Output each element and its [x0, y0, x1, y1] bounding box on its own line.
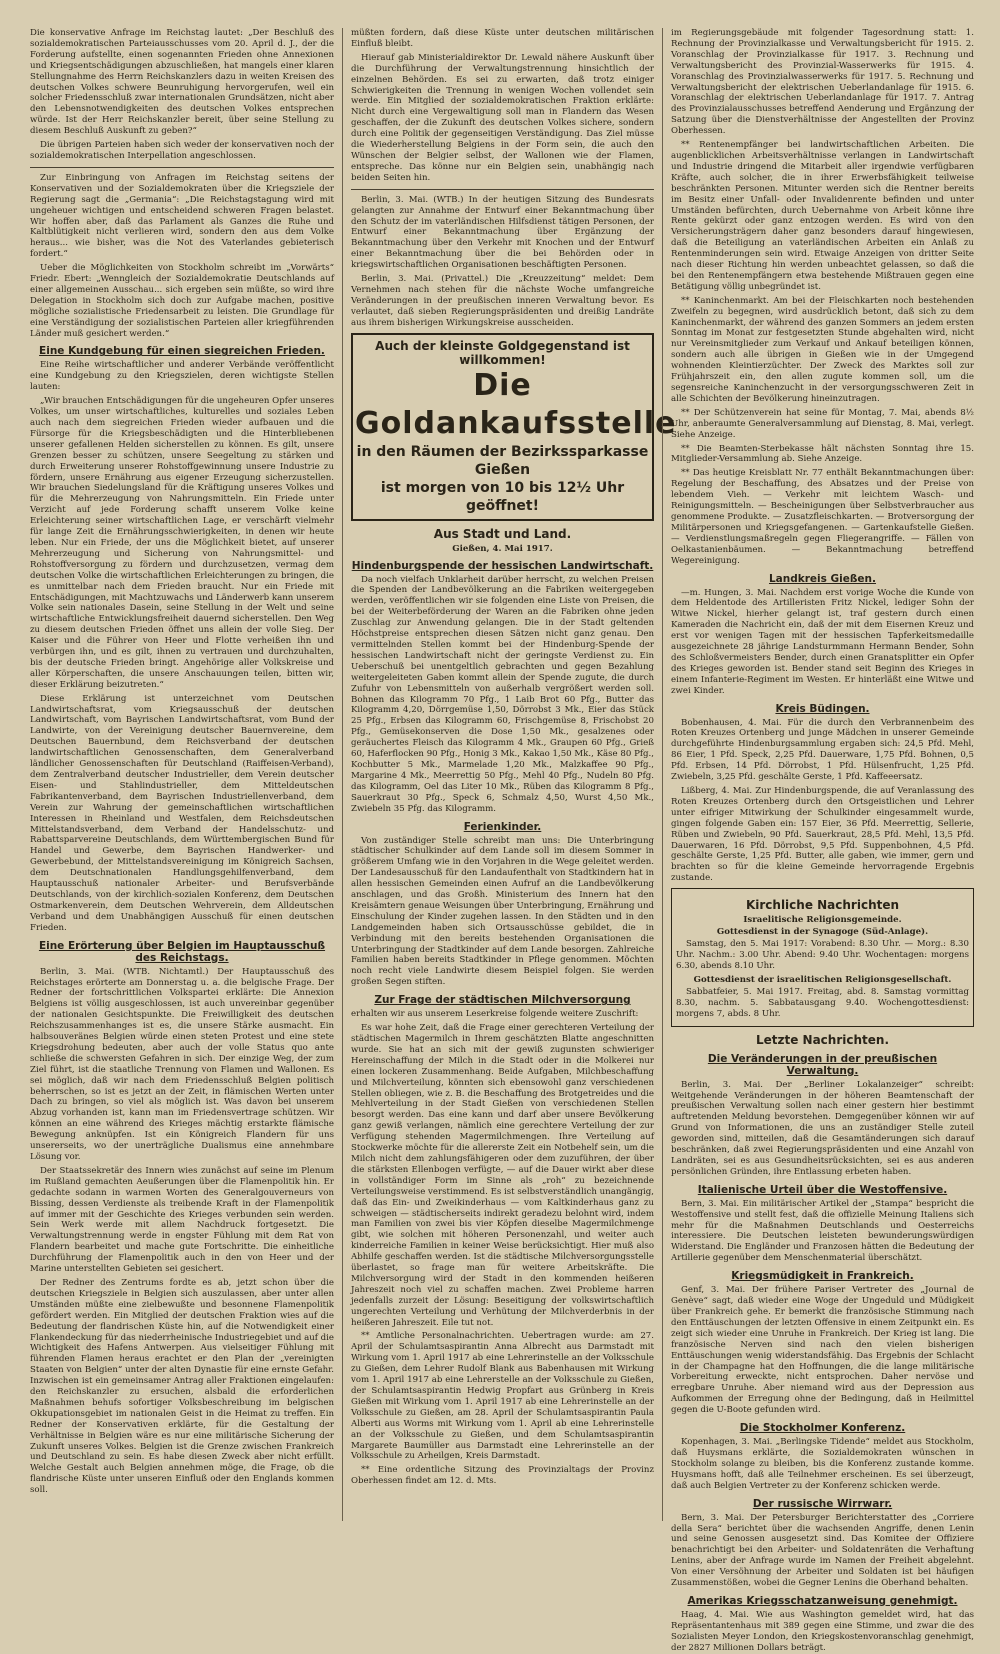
article-text: Haag, 4. Mai. Wie aus Washington gemeldet wird, hat das Repräsentantenhaus mit 389 gegen eine Stimme, und zwar die des Sozialisten Meyer London, den Kriegskostenvoranschlag genehmigt, der 2827 Millionen Dollars beträgt.	[671, 1609, 974, 1653]
headline-belgien: Eine Erörterung über Belgien im Hauptausschuß des Reichstags.	[38, 939, 326, 964]
subheading: Gottesdienst in der Synagoge (Süd-Anlage).	[716, 927, 929, 938]
article-text: Berlin, 3. Mai. (WTB. Nichtamtl.) Der Hauptausschuß des Reichstages erörterte am Donnerstag u. a. die belgische Frage. Der Redner der fortschrittlichen Volkspartei erklärte: Die Annexion Belgiens ist völlig ausgeschlossen, ist auch unvereinbar gegenüber der nationalen Gesichtspunkte. Die Freiwilligkeit des deutschen Reichszusammenhanges ist es, die unsere Stärke ausmacht. Ein halbsouveränes Belgien würde einen steten Protest und eine stete Kriegsdrohung bedeuten, aber auch der volle Status quo ante schließe die schwersten Gefahren in sich. Der einzige Weg, der zum Ziel führt, ist die staatliche Trennung von Flamen und Wallonen. Es sei möglich, daß wir nach dem Friedensschluß Belgien politisch beherrschen, so ist es jetzt an der Zeit, in flämischen Werten unter Dach zu bringen, so viel als möglich ist. Was davon bei unserem Abzug vorhanden ist, kann man im Friedensvertrage schützen. Wir können an eine während des Krieges mächtig erstarkte flämische Bewegung anknüpfen. Ist ein Königreich Flandern für uns unsererseits, wo der unerträgliche Dualismus eine annehmbare Lösung vor.	[30, 966, 334, 1162]
column-left	[22, 28, 342, 1521]
article-text: ** Eine ordentliche Sitzung des Provinzialtags der Provinz Oberhessen findet am 12. d. Mts.	[351, 1465, 654, 1487]
article-text: Hierauf gab Ministerialdirektor Dr. Lewald nähere Auskunft über die Durchführung der Verwaltungstrennung hinsichtlich der einzelnen Behörden. Es sei zu erwarten, daß trotz einiger Schwierigkeiten die Trennung in wenigen Wochen vollendet sein werde. Ein Mitglied der sozialdemokratischen Fraktion erklärte: Nicht durch eine Vergewaltigung soll man in Flandern das Wesen geschaffen, der die Zukunft des deutschen Volkes sichere, sondern durch eine Politik der gegenseitigen Verständigung. Das Ziel müsse die Wiederherstellung Belgiens in der Form sein, die auch den Wünschen der Belgier selbst, der Wallonen wie der Flamen, entspreche. Das könne nur ein Belgien sein, unabhängig nach beiden Seiten hin.	[351, 52, 654, 183]
article-text: Eine Reihe wirtschaftlicher und anderer Verbände veröffentlicht eine Kundgebung zu den Kriegszielen, deren wichtigste Stellen lauten:	[30, 360, 334, 393]
article-conservative-inquiry: Die konservative Anfrage im Reichstag lautet: „Der Beschluß des sozialdemokratischen Parteiausschusses vom 20. April d. J., der die Forderung aufstellte, einen sogenannten Frieden ohne Annexionen und Kriegsentschädigungen abzuschließen, hat mangels einer klaren Stellungnahme des Herrn Reichskanzlers dazu in weiten Kreisen des deutschen Volkes schwere Beunruhigung hervorgerufen, weil ein solcher Friedensschluß zwar internationalen Grundsätzen, nicht aber den Lebensnotwendigkeiten des deutschen Volkes entsprechen würde. Ist der Herr Reichskanzler bereit, über seine Stellung zu diesem Beschluß Auskunft zu geben?“	[30, 28, 334, 137]
article-text: Bern, 3. Mai. Ein militärischer Artikel der „Stampa“ bespricht die Westoffensive und stellt fest, daß die offizielle Meinung Italiens sich mehr für die Maßnahmen Deutschlands und Oesterreichs interessiere. Die Deutschen leisteten bewunderungswürdigen Widerstand. Die Engländer und Franzosen hätten die Bedeutung der Artillerie gegenüber dem Menschenmaterial überschätzt.	[671, 1198, 974, 1264]
article-text: Der Staatssekretär des Innern wies zunächst auf seine im Plenum im Rußland gemachten Aeußerungen über die Flamenpolitik hin. Er gedachte sodann in warmen Worten des Generalgouverneurs von Bissing, dessen Verdienste als treibende Kraft in der Flamenpolitik auf immer mit der Geschichte des Krieges verbunden sein werden. Sein Werk werde mit allem Nachdruck fortgesetzt. Die Verwaltungstrennung werde in engster Fühlung mit dem Rat von Flandern bearbeitet und mache gute Fortschritte. Die einheitliche Durchführung der Flamenpolitik auch in den von Heer und der Marine unterstellten Gebieten sei gesichert.	[30, 1165, 334, 1275]
article-text: im Regierungsgebäude mit folgender Tagesordnung statt: 1. Rechnung der Provinzialkasse und Verwaltungsbericht für 1915. 2. Voranschlag der Provinzialkasse für 1917. 3. Rechnung und Verwaltungsbericht des Provinzial-Wasserwerks für 1915. 4. Voranschlag des Provinzialwasserwerks für 1917. 5. Rechnung und Verwaltungsbericht der elektrischen Ueberlandanlage für 1915. 6. Voranschlag der elektrischen Ueberlandanlage für 1917. 7. Antrag des Provinzialausschusses betreffend Aenderung und Ergänzung der Satzung über die Dienstverhältnisse der Angestellten der Provinz Oberhessen.	[671, 28, 974, 137]
subheading: Israelitische Religionsgemeinde.	[743, 915, 902, 926]
article-text: Genf, 3. Mai. Der frühere Pariser Vertreter des „Journal de Genève“ sagt, daß wieder eine Woge der Ungeduld und Müdigkeit über Frankreich gehe. Er bemerkt die französische Stimmung nach den Enttäuschungen der letzten Offensive in einem Zeitpunkt ein. Es zeigt sich wieder eine Unruhe in Frankreich. Der Krieg ist lang. Die französische Nerven sind nach den vielen bisherigen Enttäuschungen wenig widerstandsfähig. Das Ergebnis der Schlacht in der Champagne hat den Hoffnungen, die die lange militärische Vorbereitung erweckte, nicht entsprochen. Daher nervöse und erregbare Unruhe. Aber niemand wird aus der Depression aus Aufkommen der Erregung ohne der Bedingung, daß in Heilmittel gegen die U-Boote gefunden wird.	[671, 1285, 974, 1416]
headline-hindenburgspende: Hindenburgspende der hessischen Landwirtschaft.	[351, 559, 654, 572]
article-text: ** Das heutige Kreisblatt Nr. 77 enthält Bekanntmachungen über: Regelung der Beschaffung, des Absatzes und der Preise von lebendem Vieh. — Verkehr mit leichtem Wasch- und Reinigungsmitteln. — Bescheinigungen über Selbstverbraucher aus genommene Produkte. — Zusatzfleischkarten. — Brotversorgung der Militärpersonen und Kriegsgefangenen. — Gartenkaufstelle Gießen. — Verdienstlungsmaßregeln gegen Fliegerangriffe. — Fällen von Oelkastanienbäumen. — Bekanntmachung betreffend Wegereinigung.	[671, 468, 974, 566]
section-title-stadt-und-land: Aus Stadt und Land.	[433, 526, 572, 541]
article-text: Da noch vielfach Unklarheit darüber herrscht, zu welchen Preisen die Spenden der Landbevölkerung an die Fabriken weitergegeben werden, veröffentlichen wir sie folgenden eine Liste von Preisen, die bei der Weiterbeförderung der Waren an die Fabriken ohne jeden Zuschlag zur Anwendung gelangen. Die in der Stadt geltenden Höchstpreise entsprechen diesen Sätzen nicht ganz genau. Den vermittelnden Stellen kommt bei der Hindenburg-Spende der hessischen Landwirtschaft nicht der geringste Verdienst zu. Ein Ueberschuß bei unentgeltlich gebrachten und gegen Bezahlung weitergeleiteten Gaben kommt allein der Spende zugute, die durch Zufuhr von Lebensmitteln von außerhalb vergrößert werden soll. Bohnen das Kilogramm 70 Pfg., 1 Laib Brot 60 Pfg., Butter das Kilogramm 4,20, Dörrgemüse 1,50, Dörrobst 3 Mk., Eier das Stück 25 Pfg., Erbsen das Kilogramm 60, Frischgemüse 8, Frischobst 20 Pfg., Gemüsekonserven die Dose 1,50 Mk., gesalzenes oder geräuchertes Fleisch das Kilogramm 4 Mk., Graupen 60 Pfg., Grieß 60, Haferflocken 90 Pfg., Honig 3 Mk., Kakao 1,50 Mk., Käse 80 Pfg., Kochbutter 5 Mk., Marmelade 1,20 Mk., Malzkaffee 90 Pfg., Margarine 4 Mk., Meerrettig 50 Pfg., Mehl 40 Pfg., Nudeln 80 Pfg. das Kilogramm, Oel das Liter 10 Mk., Rüben das Kilogramm 8 Pfg., Sauerkraut 30 Pfg., Speck 6, Schmalz 4,50, Wurst 4,50 Mk., Zwiebeln 35 Pfg. das Kilogramm.	[351, 574, 654, 814]
article-text: Sabbatfeier, 5. Mai 1917. Freitag, abd. 8. Samstag vormittag 8.30, nachm. 5. Sabbatausgang 9.40. Wochengottesdienst: morgens 7, abds. 8 Uhr.	[676, 986, 969, 1019]
article-text: Ueber die Möglichkeiten von Stockholm schreibt im „Vorwärts“ Friedr. Ebert: „Wenngleich der Sozialdemokratie Deutschlands auf einer allgemeinen Ausschau... sich ergeben sein müßte, so wird ihre Delegation in Stockholm sich doch zur Aufgabe machen, positive mögliche sozialistische Friedensarbeit zu leisten. Die Grundlage für eine Verständigung der sozialistischen Parteien aller kriegführenden Länder muß gesichert werden.“	[30, 263, 334, 339]
section-title-letzte-nachrichten: Letzte Nachrichten.	[755, 1032, 890, 1047]
headline: Der russische Wirrwarr.	[752, 1497, 893, 1510]
column-middle	[342, 28, 677, 1521]
article-text: Diese Erklärung ist unterzeichnet vom Deutschen Landwirtschaftsrat, vom Kriegsausschuß der deutschen Landwirtschaft, vom Bayrischen Landwirtschaftsrat, vom Bund der Landwirte, von der Vereinigung deutscher Bauernvereine, dem Deutschen Bauernbund, dem Reichsverband der deutschen landwirtschaftlichen Genossenschaften, dem Generalverband ländlicher Genossenschaften für Deutschland (Raiffeisen-Verband), dem Zentralverband deutscher Industrieller, dem Verein deutscher Eisen- und Stahlindustrieller, dem Mitteldeutschen Fabrikantenverband, dem Bayrischen Industriellenverband, dem Verein zur Wahrung der gemeinschaftlichen wirtschaftlichen Interessen in Rheinland und Westfalen, dem Reichsdeutschen Mittelstandsverband, dem Verband der Handelsschutz- und Rabattsparvereine Deutschlands, dem Württembergischen Bund für Handel und Gewerbe, dem Bayrischen Handwerker- und Gewerbebund, der Mittelstandsvereinigung im Königreich Sachsen, dem Deutschnationalen Handlungsgehilfenverband, dem Hauptausschuß nationaler Arbeiter- und Berufsverbände Deutschlands, von der kirchlich-sozialen Konferenz, dem Deutschen Ostmarkenverein, dem Deutschen Wehrverein, dem Alldeutschen Verband und dem Unabhängigen Ausschuß für einen deutschen Frieden.	[30, 693, 334, 933]
article-text: —m. Hungen, 3. Mai. Nachdem erst vorige Woche die Kunde von dem Heldentode des Artilleristen Fritz Nickel, lediger Sohn der Witwe Nickel, hierher gelangt ist, traf gestern durch einen Kameraden die Nachricht ein, daß der mit dem Eisernen Kreuz und erst vor wenigen Tagen mit der hessischen Tapferkeitsmedaille ausgezeichnete 28 jährige Landsturmmann Hermann Bender, Sohn des Schloßvermeisters Bender, durch einen Granatsplitter ein Opfer des Krieges geworden ist. Bender stand seit Beginn des Krieges in einem Infanterie-Regiment im Westen. Er hinterläßt eine Witwe und zwei Kinder.	[671, 587, 974, 696]
headline: Italienische Urteil über die Westoffensive.	[697, 1183, 948, 1196]
ad-hours: ist morgen von 10 bis 12½ Uhr geöffnet!	[380, 479, 625, 514]
article-text: müßten fordern, daß diese Küste unter deutschen militärischen Einfluß bleibt.	[351, 28, 654, 49]
divider	[30, 167, 334, 168]
church-news-box	[671, 888, 974, 1026]
article-text: ** Die Beamten-Sterbekasse hält nächsten Sonntag ihre 15. Mitglieder-Versammlung ab. Siehe Anzeige.	[671, 443, 974, 465]
article-text: ** Der Schützenverein hat seine für Montag, 7. Mai, abends 8½ Uhr, anberaumte Generalversammlung auf Dienstag, 8. Mai, verlegt. Siehe Anzeige.	[671, 407, 974, 440]
headline-kirchliche-nachrichten: Kirchliche Nachrichten	[745, 898, 900, 913]
article-text: erhalten wir aus unserem Leserkreise folgende weitere Zuschrift:	[351, 1009, 639, 1020]
headline-landkreis-giessen: Landkreis Gießen.	[768, 572, 877, 585]
article-text: „Wir brauchen Entschädigungen für die ungeheuren Opfer unseres Volkes, um unser wirtschaftliches, kulturelles und soziales Leben auch nach dem siegreichen Frieden wieder aufbauen und die Fürsorge für die Kriegsbeschädigten und die Hinterbliebenen unserer gefallenen Helden sicherstellen zu können. Es gilt, unsere Grenzen besser zu schützen, unsere Seegeltung zu stärken und durch Erweiterung unserer Rohstoffgewinnung unsere Industrie zu fördern, unsere Ernährung aus eigener Erzeugung sicherzustellen. Wir brauchen Siedelungsland für die Kräftigung unseres Volkes und für die Mehrerzeugung von Nahrungsmitteln. Ein Friede unter Verzicht auf jede Forderung schafft unserem Volke keine Erleichterung seiner wirtschaftlichen Lage, er verschärft vielmehr für lange Zeit die Ernährungsschwierigkeiten, in denen wir heute leben. Nur ein Friede, der uns die Möglichkeit bietet, auf unserer Mehrerzeugung und Sicherung von Nahrungsmittel- und Rohstoffversorgung zu fördern und durchzusetzen, vermag dem deutschen Volke die wirtschaftlichen Erleichterungen zu bringen, die es unmittelbar nach dem Frieden braucht. Nur ein Friede mit Entschädigungen, mit Machtzuwachs und Länderwerb kann unserem Volke sein nationales Dasein, seine Stellung in der Welt und seine wirtschaftliche Entwicklungsfreiheit dauernd sicherstellen. Den Weg zu diesem deutschen Frieden öffnet uns allein der volle Sieg. Der Kaiser und die Führer von Heer und Flotte verheißen ihn und verbürgen ihn, und es gilt, ihnen zu vertrauen und durchzuhalten, bis der deutsche Frieden bringt. Angehörige aller Volkskreise und aller Körperschaften, die unsere Anschauungen teilen, bitten wir, dieser Erklärung beizutreten.“	[30, 396, 334, 690]
divider	[351, 189, 654, 190]
article-text: ** Rentenempfänger bei landwirtschaftlichen Arbeiten. Die augenblicklichen Arbeitsverhältnisse verlangen in Landwirtschaft und Industrie dringend die Mitarbeit aller irgendwie verfügbaren Kräfte, auch solcher, die in ihrer Erwerbsfähigkeit teilweise beschränkten Personen. Mitunter werden sich die Rentner bereits im Besitz einer Unfall- oder Invalidenrente befinden und unter Umständen befürchten, durch Uebernahme von Arbeit könne ihre Rente gekürzt oder ganz entzogen werden. Es wird von den Versicherungsträgern daher ganz besonders darauf hingewiesen, daß die Beteiligung an vaterländischen Arbeiten ein Anlaß zu Rentenminderungen sein wird. Etwaige Anzeigen von dritter Seite nach dieser Richtung hin werden unbeachtet gelassen, so daß die bei den Rentenempfängern etwa bestehende Mißtrauen gegen eine Betätigung völlig unbegründet ist.	[671, 140, 974, 292]
article-text: Bobenhausen, 4. Mai. Für die durch den Verbrannenbeim des Roten Kreuzes Ortenberg und junge Mädchen in unserer Gemeinde durchgeführte Hindenburgsammlung ergaben sich: 24,5 Pfd. Mehl, 86 Eier, 1 Pfd. Speck, 2,25 Pfd. Dauerware, 1,75 Pfd. Bohnen, 0,5 Pfd. Erbsen, 14 Pfd. Dörrobst, 1 Pfd. Hülsenfrucht, 1,25 Pfd. Zwiebeln, 3,25 Pfd. geschälte Gerste, 1 Pfd. Kaffeeersatz.	[671, 717, 974, 783]
dateline: Gießen, 4. Mai 1917.	[452, 543, 553, 554]
headline-milchversorgung: Zur Frage der städtischen Milchversorgung	[374, 994, 631, 1007]
headline-ferienkinder: Ferienkinder.	[463, 820, 542, 833]
headline-kundgebung: Eine Kundgebung für einen siegreichen Frieden.	[39, 345, 325, 358]
subheading: Gottesdienst der israelitischen Religionsgesellschaft.	[693, 974, 952, 985]
article-text: Von zuständiger Stelle schreibt man uns: Die Unterbringung städtischer Schulkinder auf dem Lande soll im diesem Sommer in größerem Umfang wie in den Vorjahren in die Wege geleitet werden. Der Landesausschuß für den Landaufenthalt von Stadtkindern hat in allen hessischen Gemeinden einen Aufruf an die Landbevölkerung anschlagen, und das Großh. Ministerium des Innern hat den Kreisämtern genaue Weisungen über Unterbringung, Ernährung und Einschulung der Kinder zugehen lassen. In den Städten und in den Landgemeinden haben sich Ortsausschüsse gebildet, die in Verbindung mit den bereits bestehenden Organisationen die Unterbringung der Stadtkinder auf dem Lande besorgen. Zahlreiche Familien haben bereits Stadtkinder in Pflege genommen. Möchten noch recht viele Landwirte diesem Beispiel folgen. Sie werden großen Segen stiften.	[351, 835, 654, 988]
article-text: Berlin, 3. Mai. (Privattel.) Die „Kreuzzeitung“ meldet: Dem Vernehmen nach stehen für die nächste Woche umfangreiche Veränderungen in der preußischen inneren Verwaltung bevor. Es verlautet, daß sieben Regierungspräsidenten und dreißig Landräte aus ihrem bisherigen Wirkungskreise ausscheiden.	[351, 274, 654, 328]
article-text: Zur Einbringung von Anfragen im Reichstag seitens der Konservativen und der Sozialdemokraten über die Kriegsziele der Regierung sagt die „Germania“: „Die Reichstagstagung wird mit ungeheuer wichtigen und entscheidend schweren Fragen belastet. Wir hoffen aber, daß das Parlament als Ganzes die Ruhe und Kaltblütigkeit nicht verlieren wird, sondern den aus dem Volke heraus... wie bisher, was die Not des Vaterlandes gebieterisch fordert.“	[30, 172, 334, 260]
ad-tagline: Auch der kleinste Goldgegenstand ist willkommen!	[375, 338, 630, 367]
article-text: Die übrigen Parteien haben sich weder der konservativen noch der sozialdemokratischen Interpellation angeschlossen.	[30, 140, 334, 161]
article-text: ** Amtliche Personalnachrichten. Uebertragen wurde: am 27. April der Schulamtsaspirantin Anna Albrecht aus Darmstadt mit Wirkung vom 1. April 1917 ab eine Lehrerinstelle an der Volksschule zu Gießen, dem Lehrer Rudolf Blank aus Babenhausen mit Wirkung vom 1. April 1917 ab eine Lehrerstelle an der Volksschule zu Gießen, der Schulamtsaspirantin Hedwig Propfart aus Grünberg in Kreis Gießen mit Wirkung vom 1. April 1917 ab eine Lehrerinstelle an der Volksschule zu Gießen, am 28. April der Schulamtsaspirantin Paula Alberti aus Worms mit Wirkung vom 1. April ab eine Lehrerinstelle an der Volksschule zu Gießen, und dem Schulamtsaspirantin Margarete Baumüller aus Darmstadt eine Lehrerinstelle an der Volksschule zu Arheilgen, Kreis Darmstadt.	[351, 1331, 654, 1462]
ad-title: Die Goldankaufsstelle	[355, 367, 677, 441]
column-right	[662, 28, 982, 1653]
article-text: Lißberg, 4. Mai. Zur Hindenburgspende, die auf Veranlassung des Roten Kreuzes Ortenberg durch den Ortsgeistlichen und Lehrer unter eifriger Mitwirkung der Schulkinder eingesammelt wurde, gingen folgende Gaben ein: 157 Eier, 36 Pfd. Meerrettig, Sellerie, Rüben und Zwiebeln, 90 Pfd. Sauerkraut, 28,5 Pfd. Mehl, 13,5 Pfd. Dauerwaren, 16 Pfd. Dörrobst, 9,5 Pfd. Suppenbohnen, 4,5 Pfd. geschälte Gerste, 1,25 Pfd. Butter, alle gaben, wie immer, gern und brachten so für die kleine Gemeinde hervorragende Ergebnis zustande.	[671, 786, 974, 884]
article-text: Bern, 3. Mai. Der Petersburger Berichterstatter des „Corriere della Sera“ berichtet über die wachsenden Angriffe, denen Lenin und seine Genossen ausgesetzt sind. Das Komitee der Offiziere benachrichtigt bei den Arbeiter- und Soldatenräten die Verhaftung Lenins, aber der Anfrage wurde im Namen der Freiheit abgelehnt. Von einer Versöhnung der Arbeiter und Soldaten ist bei häufigen Zusammenstößen, wobei die Gegner Lenins die Oberhand behalten.	[671, 1512, 974, 1589]
headline: Die Stockholmer Konferenz.	[739, 1422, 906, 1435]
article-text: Es war hohe Zeit, daß die Frage einer gerechteren Verteilung der städtischen Magermilch in Ihrem geschätzten Blatte angeschnitten wurde. Sie hat an sich mit der gewiß zugunsten schwieriger Hereinschaffung der Milch in die Stadt oder in die Molkerei nur einen lockeren Zusammenhang. Beide Aufgaben, Milchbeschaffung und Milchverteilung, könnten sich ebensowohl ganz verschiedenen Stellen obliegen, wie z. B. die Beschaffung des Brotgetreides und die Mehlverteilung in der Stadt Gießen von verschiedenen Stellen besorgt werden. Das eine kann und darf aber unsere Bevölkerung ganz gewiß verlangen, nämlich eine gerechtere Verteilung der zur Verfügung stehenden Magermilchmengen. Ihre Verteilung auf Stockwerke möchte für die allererste Zeit ein Notbehelf sein, um die Milch nicht dem zahlungsfähigeren oder dem zuzuführen, der über die stärksten Ellenbogen verfügte, — auf die Dauer wirkt aber diese in vollständiger Form im Sinne als „roh“ zu bezeichnende Verteilungsweise verstimmend. Es ist selbstverständlich unangängig, daß das Ein- und Zweikinderhaus — vom Kaltkinderhaus ganz zu schweigen — städtischerseits indirekt geradezu belohnt wird, indem man Familien von zwei bis vier Köpfen dieselbe Magermilchmenge gibt, wie solchen mit höheren Personenzahl, und weiter auch kinderreiche Familien in keiner Weise berücksichtigt. Hier muß also Abhilfe geschaffen werden. Ist die städtische Milchversorgungsstelle überlastet, so frage man für weitere Arbeitskräfte. Die Milchversorgung wird der Stadt in den kommenden heißeren Jahreszeit noch viel zu schaffen machen. Zwei Probleme harren jedenfalls zurzeit der Lösung: Beseitigung der volkswirtschaftlich ungerechten Verteilung und Verhütung der Milchverderbnis in der heißeren Jahreszeit. Eile tut not.	[351, 1023, 654, 1328]
headline: Die Veränderungen in der preußischen Verwaltung.	[707, 1052, 938, 1077]
article-text: Kopenhagen, 3. Mai. „Berlingske Tidende“ meldet aus Stockholm, daß Huysmans erklärte, die Sozialdemokraten wünschen in Stockholm solange zu bleiben, bis die Konferenz zustande komme. Huysmans hofft, daß alle Teilnehmer erscheinen. Es sei überzeugt, daß auch Belgien Vertreter zu der Konferenz schicken werde.	[671, 1437, 974, 1491]
headline-kreis-buedingen: Kreis Büdingen.	[775, 702, 870, 715]
article-text: Berlin, 3. Mai. (WTB.) In der heutigen Sitzung des Bundesrats gelangten zur Annahme der Entwurf einer Bekanntmachung über den Schutz der im vaterländischen Hilfsdienst tätigen Personen, der Entwurf einer Bekanntmachung über Ergänzung der Bekanntmachung über den Verkehr mit Knochen und der Entwurf einer Bekanntmachung über die bei Behörden oder in kriegswirtschaftlichen Organisationen beschäftigten Personen.	[351, 194, 654, 271]
article-text: Samstag, den 5. Mai 1917: Vorabend: 8.30 Uhr. — Morg.: 8.30 Uhr. Nachm.: 3.00 Uhr. Abend: 9.40 Uhr. Wochentagen: morgens 6.30, abends 8.10 Uhr.	[676, 939, 969, 971]
article-text: Der Redner des Zentrums fordte es ab, jetzt schon über die deutschen Kriegsziele in Belgien sich auszulassen, aber unter allen Umständen müßte eine zielbewußte und besonnene Flamenpolitik gefördert werden. Ein Mitglied der deutschen Fraktion wies auf die Bedeutung der flandrischen Küste hin, auf die Notwendigkeit einer Flankendeckung für das niederrheinische Industriegebiet und auf die Wichtigkeit des Hafens Antwerpen. Aus vielseitiger Fühlung mit führenden Flamen heraus erachtet er den Plan der „vereinigten Staaten von Belgien“ unter der alten Dynastie für eine ernste Gefahr. Inzwischen ist ein gemeinsamer Antrag aller Fraktionen eingelaufen: den Reichskanzler zu ersuchen, alsbald die erforderlichen Maßnahmen behufs sofortiger Volksbeschreibung im belgischen Okkupationsgebiet im nationalen Geist in die Heimat zu treffen. Ein Redner der Konservativen erklärte, für die Gestaltung der Verhältnisse in Belgien wäre es nur eine militärische Sicherung der Zukunft unseres Volkes. Belgien ist die Grenze zwischen Frankreich und Deutschland zu sein. Es habe diesen Zweck aber nicht erfüllt. Welche Gestalt auch Belgien annehmen möge, die Frage, ob die flandrische Küste unter unseren Einfluß oder den Englands kommen soll.	[30, 1277, 334, 1496]
headline: Kriegsmüdigkeit in Frankreich.	[731, 1270, 914, 1283]
article-text: ** Kaninchenmarkt. Am bei der Fleischkarten noch bestehenden Zweifeln zu begegnen, wird ausdrücklich betont, daß sich zu dem Kaninchenmarkt, der während des ganzen Sommers an jedem ersten Sonntag im Monat zur festgesetzten Stunde abgehalten wird, nicht nur Vereinsmitglieder zum Verkauf und Ankauf beteiligen können, sondern auch alle übrigen in Gießen wie in der Umgegend wohnenden Kleintierzüchter. Der Zweck des Marktes soll zur Frühjahrszeit ein, den allen zugute kommen soll, um die segensreiche Kaninchenzucht in der versorgungsschweren Zeit in alle Schichten der Bevölkerung hineinzutragen.	[671, 295, 974, 404]
advertisement-goldankaufsstelle	[351, 333, 677, 521]
article-text: Berlin, 3. Mai. Der „Berliner Lokalanzeiger“ schreibt: Weitgehende Veränderungen in der höheren Beamtenschaft der preußischen Verwaltung sollen nach einer gestern hier bestimmt auftretenden Meldung bevorstehen. Demgegenüber können wir auf Grund von Informationen, die uns an zuständiger Stelle zuteil geworden sind, mitteilen, daß die Gesamtänderungen sich darauf beschränken, daß zwei Regierungspräsidenten und eine Anzahl von Landräten, sei es aus Gesundheitsrücksichten, sei es aus anderen persönlichen Gründen, ihre Entlassung erbeten haben.	[671, 1079, 974, 1177]
ad-location: in den Räumen der Bezirkssparkasse Gießen	[356, 443, 649, 478]
headline: Amerikas Kriegsschatzanweisung genehmigt.	[687, 1594, 958, 1607]
